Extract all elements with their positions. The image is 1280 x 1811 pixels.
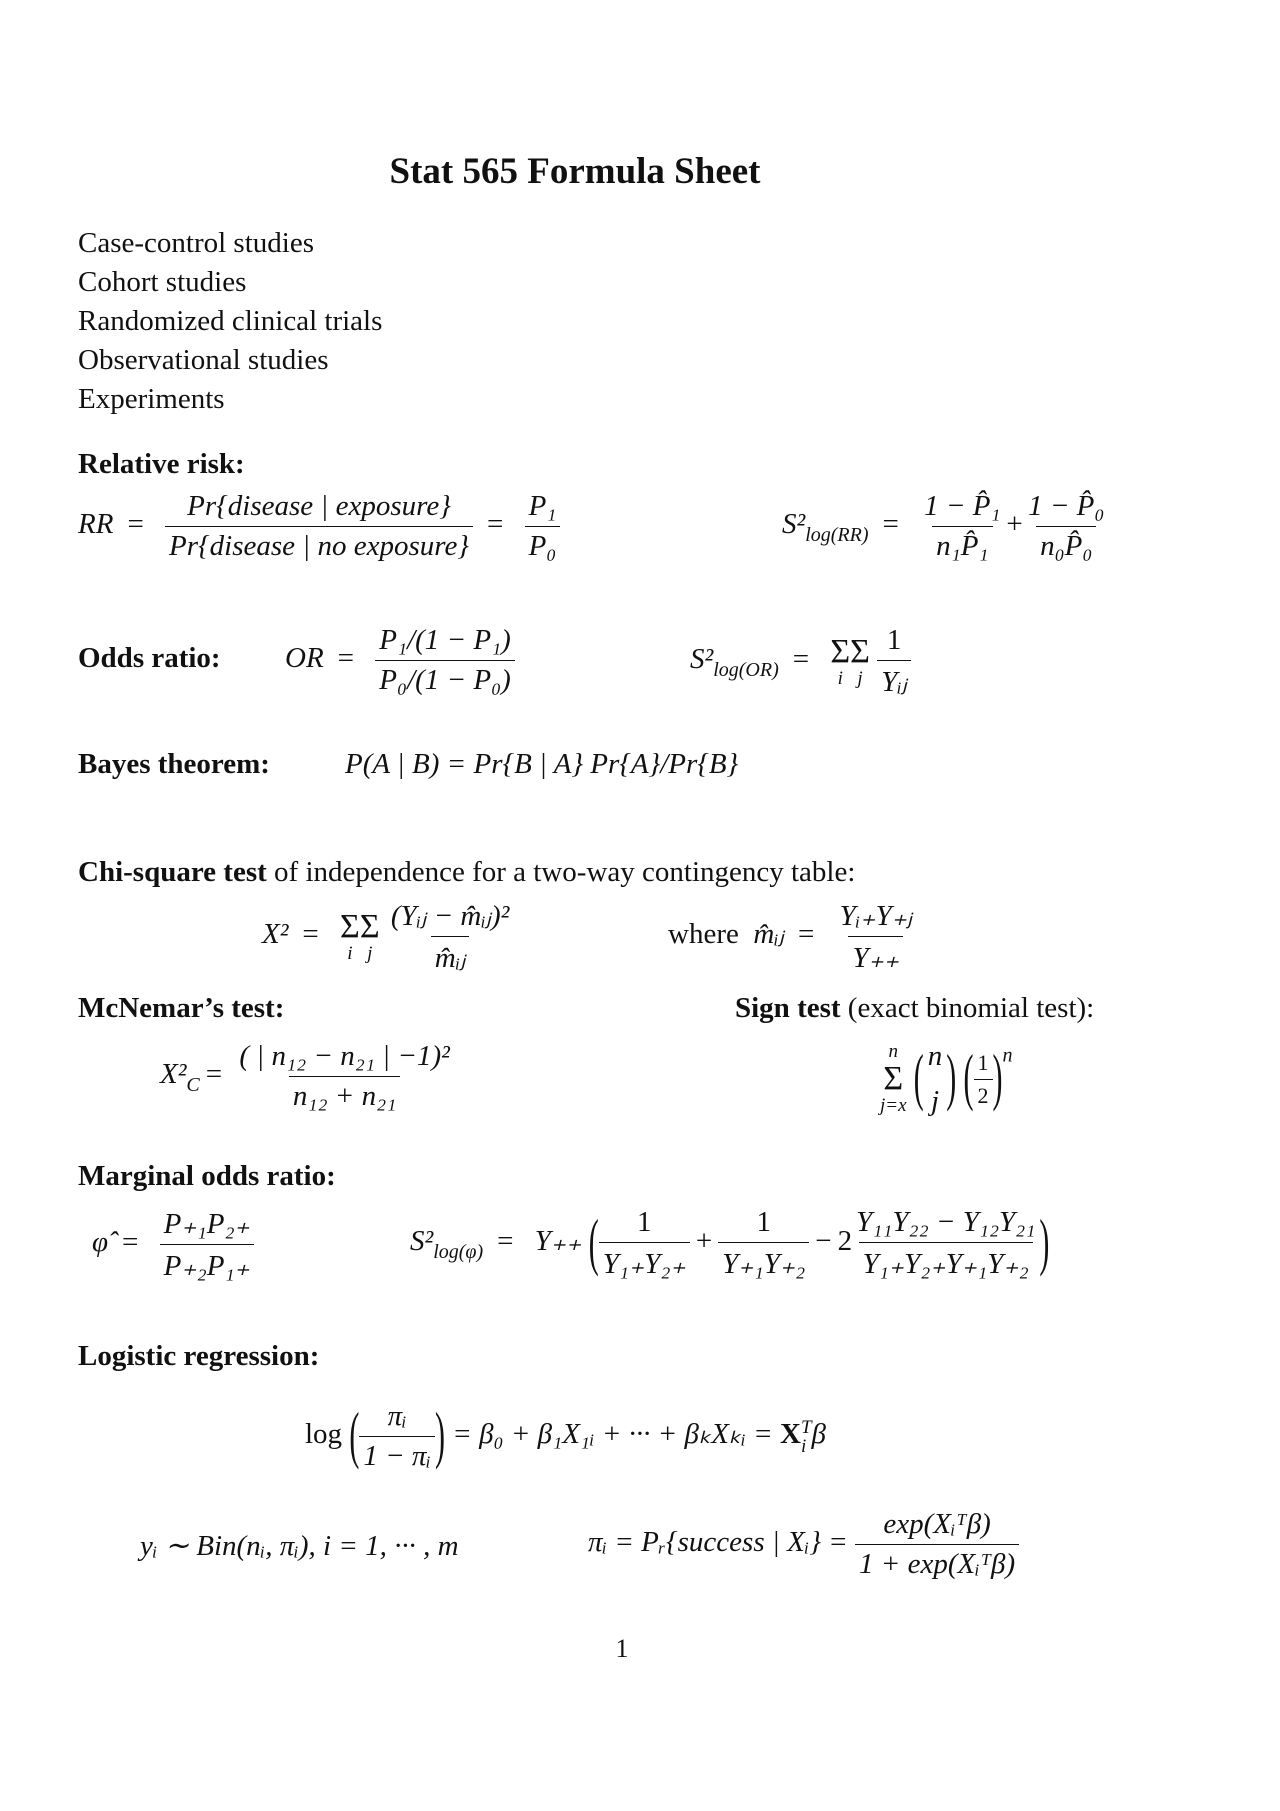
logit-x-sup: T [800, 1416, 812, 1438]
logit-x: X [779, 1418, 801, 1451]
sum-lower: j=x [880, 1095, 907, 1116]
mcn-den: n₁₂ + n₂₁ [289, 1076, 400, 1113]
half-fraction [974, 1050, 993, 1109]
rr-var-t2-num: 1 − P̂₀ [1028, 490, 1105, 522]
sign-test-formula: n Σ j=x ( n j ) ( $\frac{1}{2}$ )$^n$ [880, 1040, 1013, 1117]
binom-top: n [927, 1040, 943, 1072]
mor-var-sub: log(φ) [433, 1241, 484, 1264]
binomial-model: yᵢ ∼ Bin(nᵢ, πᵢ), i = 1, ··· , m [140, 1530, 459, 1562]
or-den: P₀/(1 − P₀) [375, 660, 515, 697]
mor-term3 [852, 1206, 1039, 1281]
sign-power: n [1002, 1044, 1013, 1067]
chi-square-bold: Chi-square test [78, 856, 267, 888]
mor-t3-den: Y₁₊Y₂₊Y₊₁Y₊₂ [859, 1242, 1033, 1281]
sign-test-desc: (exact binomial test): [840, 992, 1095, 1024]
rr-denominator: Pr{disease | no exposure} [165, 526, 473, 563]
or-variance-formula: $S^2_{log(OR)}$ = Σ i Σ j $\frac{1}{\text{Yᵢⱼ}}$ [690, 624, 911, 699]
half-den: 2 [974, 1079, 993, 1109]
chi-fraction [387, 898, 513, 975]
or-var-num: 1 [886, 624, 902, 656]
mcn-num: ( | n₁₂ − n₂₁ | −1)² [239, 1040, 450, 1072]
mor-t1-den: Y₁₊Y₂₊ [599, 1242, 690, 1281]
marginal-or-heading: Marginal odds ratio: [78, 1160, 336, 1192]
pi-lhs: πᵢ = Pᵣ{success | Xᵢ} = [588, 1526, 848, 1559]
rr-variance-formula: $S^2_{log(RR)}$ = $\frac{\text{1 − P̂₁}}{\text{n₁P̂₁}}$ + $\frac{\text{1 − P̂₀}}{\text{n₀P̂₀}}$ [782, 490, 1108, 563]
rr-p-den: P₀ [525, 526, 561, 563]
binomial-coefficient [924, 1040, 947, 1118]
logit-num: πᵢ [387, 1400, 407, 1432]
sum-upper: n [888, 1041, 899, 1062]
or-formula: OR = $\frac{\text{P₁/(1 − P₁)}}{\text{P₀/(1 − P₀)}}$ [285, 624, 515, 697]
page-title: Stat 565 Formula Sheet [389, 151, 761, 192]
or-var-sub: log(OR) [713, 659, 779, 682]
mor-lhs: φ̂ [92, 1226, 109, 1259]
binom-bottom: j [931, 1085, 940, 1117]
rr-lhs: RR [78, 508, 114, 541]
sum-i-symbol: Σ i [340, 907, 360, 964]
pi-formula [588, 1508, 1019, 1581]
sum-i-symbol: Σ i [830, 632, 851, 689]
mor-den: P₊₂P₁₊ [160, 1244, 254, 1283]
log-word: log [305, 1418, 343, 1451]
mor-term2 [718, 1206, 809, 1281]
bayes-heading: Bayes theorem: [78, 748, 270, 780]
rr-fraction [165, 490, 473, 563]
logit-x-sub: i [800, 1435, 807, 1457]
rr-var-term2 [1024, 490, 1108, 563]
logit-fraction [359, 1400, 435, 1473]
m-hat-fraction [836, 898, 917, 975]
or-lhs: OR [285, 642, 324, 675]
list-item: Case-control studies [78, 227, 314, 259]
relative-risk-heading: Relative risk: [78, 448, 245, 480]
mor-t2-den: Y₊₁Y₊₂ [718, 1242, 809, 1281]
list-item: Cohort studies [78, 266, 247, 298]
mor-t3-num: Y₁₁Y₂₂ − Y₁₂Y₂₁ [856, 1206, 1036, 1238]
mcnemar-heading: McNemar’s test: [78, 992, 285, 1024]
logit-beta: β [811, 1418, 826, 1451]
rr-numerator: Pr{disease | exposure} [187, 490, 451, 522]
chi-num: (Yᵢⱼ − m̂ᵢⱼ)² [390, 900, 510, 932]
pi-fraction [855, 1508, 1019, 1581]
mor-t1-num: 1 [637, 1206, 652, 1238]
list-item: Randomized clinical trials [78, 305, 383, 337]
where-word: where [668, 918, 739, 951]
m-hat-num: Yᵢ₊Y₊ⱼ [839, 900, 913, 932]
logit-formula: log ( $\frac{\text{πᵢ}}{\text{1 − πᵢ}}$ ) = β₀ + β₁X₁ᵢ + ··· + βₖXₖᵢ = X T i β [305, 1400, 826, 1472]
mor-var-lhs: S² [410, 1225, 434, 1258]
rr-var-sub: log(RR) [805, 524, 869, 547]
sum-j-symbol: Σ j [850, 632, 870, 689]
sign-test-bold: Sign test [735, 992, 841, 1024]
mor-fraction [160, 1206, 254, 1283]
rr-formula: RR = $\frac{\text{Pr\{disease | exposure\}}}{\text{Pr\{disease | no exposure\}}}$ = $\frac{\text{P₁}}{\text{P₀}}$ [78, 490, 560, 563]
rr-p-fraction [525, 490, 561, 563]
marginal-or-formula: φ̂ = $\frac{\text{P₊₁P₂₊}}{\text{P₊₂P₁₊}}$ [92, 1206, 254, 1283]
page-number: 1 [615, 1634, 629, 1663]
half-num: 1 [977, 1049, 989, 1075]
odds-ratio-heading: Odds ratio: [78, 642, 221, 674]
mcn-lhs: X² [160, 1058, 187, 1091]
rr-var-lhs: S² [782, 508, 806, 541]
list-item: Observational studies [78, 344, 329, 376]
or-num: P₁/(1 − P₁) [379, 624, 511, 656]
mcn-lhs-sub: C [186, 1074, 200, 1097]
chi-square-desc: of independence for a two-way contingency table: [266, 856, 856, 888]
marginal-or-variance: $S^2_{log(\varphi)} = Y_{++}$ ( $\frac{1}{\text{Y₁₊Y₂₊}}$ + $\frac{1}{\text{Y₊₁Y₊₂}}$ − 2 $\frac{\text{Y₁₁Y₂₂ − Y₁₂Y₂₁}}{\text{Y₁₊Y₂₊Y₊₁Y₊₂}}$ ) [410, 1206, 1050, 1280]
logit-rhs: = β₀ + β₁X₁ᵢ + ··· + βₖXₖᵢ = [452, 1418, 780, 1451]
or-var-fraction [877, 624, 911, 699]
logit-den: 1 − πᵢ [359, 1436, 435, 1473]
mcn-fraction [235, 1040, 453, 1113]
chi-square-formula: X² = Σ i Σ j $\frac{\text{(Yᵢⱼ − m̂ᵢⱼ)²}}{\text{m̂ᵢⱼ}}$ [262, 898, 513, 975]
or-fraction [375, 624, 515, 697]
study-types-list [78, 224, 382, 419]
mor-num: P₊₁P₂₊ [163, 1208, 250, 1240]
sign-test-heading [735, 992, 1094, 1025]
rr-var-term1 [920, 490, 1004, 563]
rr-var-t1-den: n₁P̂₁ [932, 526, 992, 563]
pi-num: exp(Xᵢᵀβ) [883, 1508, 991, 1540]
rr-var-t1-num: 1 − P̂₁ [924, 490, 1001, 522]
mor-t3-coef: 2 [837, 1225, 853, 1258]
mcnemar-formula: $X^2_C$ = $\frac{\text{( | n₁₂ − n₂₁ | −1)²}}{\text{n₁₂ + n₂₁}}$ [160, 1040, 454, 1113]
list-item: Experiments [78, 383, 225, 415]
mor-term1 [599, 1206, 690, 1281]
sum-j-symbol: Σ j [359, 907, 380, 964]
m-hat-lhs: m̂ᵢⱼ [753, 918, 784, 951]
or-var-lhs: S² [690, 643, 714, 676]
m-hat-den: Y₊₊ [848, 936, 903, 975]
rr-var-t2-den: n₀P̂₀ [1036, 526, 1096, 563]
mor-t2-num: 1 [756, 1206, 771, 1238]
pi-den: 1 + exp(Xᵢᵀβ) [855, 1544, 1019, 1581]
chi-square-heading [78, 856, 855, 889]
logistic-heading: Logistic regression: [78, 1340, 320, 1372]
chi-den: m̂ᵢⱼ [431, 936, 470, 975]
sum-symbol: n Σ j=x [880, 1041, 907, 1116]
or-var-den: Yᵢⱼ [877, 660, 911, 699]
bayes-formula: P(A | B) = Pr{B | A} Pr{A}/Pr{B} [345, 748, 739, 780]
mor-var-y: Y₊₊ [534, 1225, 582, 1258]
rr-p-num: P₁ [528, 490, 557, 522]
chi-lhs: X² [262, 918, 289, 951]
expected-count-formula: where m̂ᵢⱼ = $\frac{\text{Yᵢ₊Y₊ⱼ}}{Y_{++}}$ [668, 898, 916, 975]
